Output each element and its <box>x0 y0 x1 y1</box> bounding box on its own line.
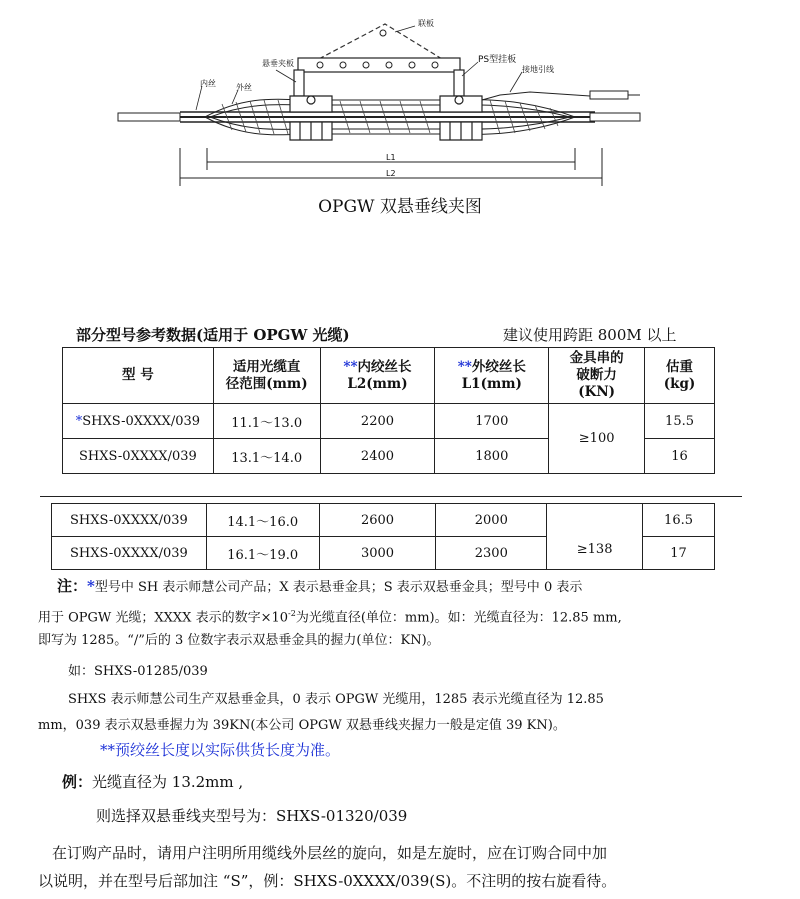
cell-weight: 16.5 <box>643 504 715 537</box>
diagram-caption: OPGW 双悬垂线夹图 <box>318 197 482 217</box>
cell-l1: 1700 <box>435 404 549 439</box>
header-model: 型 号 <box>63 348 214 404</box>
example-line: 例：光缆直径为 13.2mm , <box>62 773 244 791</box>
cell-range: 14.1～16.0 <box>206 504 319 537</box>
label-l1: L1 <box>386 153 396 162</box>
example-result: 则选择双悬垂线夹型号为：SHXS-01320/039 <box>96 807 408 825</box>
outer-mark: ** <box>457 358 472 375</box>
label-outer-wire: 外丝 <box>236 83 252 92</box>
cell-model: SHXS-0XXXX/039 <box>52 504 207 537</box>
cell-l1: 1800 <box>435 439 549 474</box>
header-inner-length: **内绞丝长 L2(mm) <box>320 348 435 404</box>
note-line-2: 用于 OPGW 光缆；XXXX 表示的数字$\times 10^{-2}$为光缆直径(单位：mm)。如：光缆直径为：12.85 mm, <box>38 609 622 626</box>
inner-mark: ** <box>343 358 358 375</box>
example-label: 例： <box>62 773 93 791</box>
cell-l1: 2000 <box>436 504 547 537</box>
cell-weight: 15.5 <box>645 404 715 439</box>
page-divider <box>40 496 742 497</box>
cell-model: *SHXS-0XXXX/039 <box>63 404 214 439</box>
cell-model: SHXS-0XXXX/039 <box>63 439 214 474</box>
row-star-mark: * <box>75 413 83 429</box>
ground-lead <box>482 91 640 100</box>
note-line-3: 即写为 1285。“/”后的 3 位数字表示双悬垂金具的握力(单位：KN)。 <box>38 633 440 648</box>
cable-right-end <box>590 113 640 121</box>
table-row <box>63 404 715 439</box>
cell-weight: 16 <box>645 439 715 474</box>
label-l2: L2 <box>386 169 396 178</box>
note-star: * <box>87 577 95 595</box>
header-outer-length: **外绞丝长 L1(mm) <box>435 348 549 404</box>
note-line-1: 注：*型号中 SH 表示师慧公司产品；X 表示悬垂金具；S 表示双悬垂金具；型号中 0 表示 <box>57 577 583 595</box>
header-weight: 估重 (kg) <box>645 348 715 404</box>
cable-left-end <box>118 113 180 121</box>
note-line-5: SHXS 表示师慧公司生产双悬垂金具，0 表示 OPGW 光缆用，1285 表示光缆直径为 12.85 <box>68 692 604 707</box>
label-yoke-plate: 联板 <box>418 19 434 28</box>
cell-l2: 2200 <box>320 404 435 439</box>
label-suspension-clamp: 悬垂夹板 <box>262 59 294 68</box>
spec-table-top <box>62 347 715 474</box>
note-length-disclaimer: **预绞丝长度以实际供货长度为准。 <box>100 741 341 759</box>
header-breaking-force: 金具串的 破断力 (KN) <box>549 348 645 404</box>
left-suspension-clamp <box>290 70 332 140</box>
table-header-row <box>63 348 715 404</box>
label-ground-lead: 接地引线 <box>522 65 554 74</box>
label-inner-wire: 内丝 <box>200 79 216 88</box>
note-label: 注： <box>57 577 88 595</box>
header-diameter: 适用光缆直 径范围(mm) <box>213 348 320 404</box>
table-heading: 部分型号参考数据(适用于 OPGW 光缆) <box>76 326 350 344</box>
right-suspension-clamp <box>440 70 482 140</box>
order-note-1: 在订购产品时，请用户注明所用缆线外层丝的旋向，如是左旋时，应在订购合同中加 <box>52 844 608 862</box>
cell-breaking-force: ≥100 <box>549 404 645 474</box>
note-example-model: 如：SHXS-01285/039 <box>68 664 208 679</box>
cell-breaking-force: ≥138 <box>547 504 643 570</box>
table-row <box>52 504 715 537</box>
label-ps-plate: PS型挂板 <box>478 55 517 65</box>
order-note-2: 以说明，并在型号后部加注 “S”，例：SHXS-0XXXX/039(S)。不注明的按右旋看待。 <box>38 872 617 890</box>
spec-table-bottom <box>51 503 715 570</box>
cell-l1: 2300 <box>436 537 547 570</box>
cell-l2: 2600 <box>319 504 436 537</box>
cell-weight: 17 <box>643 537 715 570</box>
note-line-6: mm，039 表示双悬垂握力为 39KN(本公司 OPGW 双悬垂线夹握力一般是定值 39 KN)。 <box>38 718 566 733</box>
cell-l2: 2400 <box>320 439 435 474</box>
cell-range: 11.1～13.0 <box>213 404 320 439</box>
cell-range: 16.1～19.0 <box>206 537 319 570</box>
cell-l2: 3000 <box>319 537 436 570</box>
cell-range: 13.1～14.0 <box>213 439 320 474</box>
span-note: 建议使用跨距 800M 以上 <box>503 326 677 344</box>
cell-model: SHXS-0XXXX/039 <box>52 537 207 570</box>
